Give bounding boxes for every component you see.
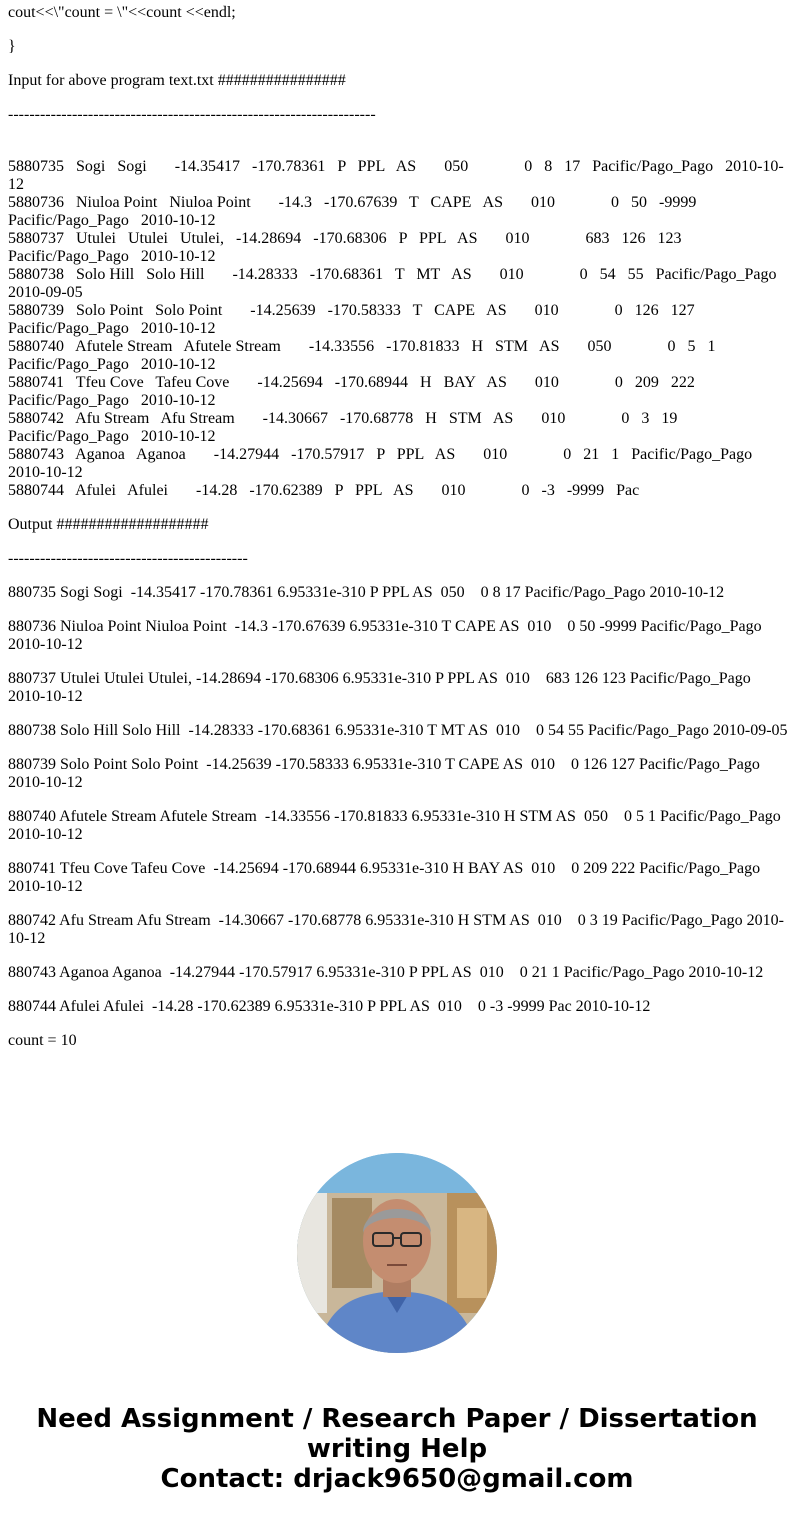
code-tail-brace: } bbox=[8, 38, 16, 55]
banner-contact-email: Contact: drjack9650@gmail.com bbox=[160, 1464, 634, 1494]
input-line: 5880739 Solo Point Solo Point -14.25639 -170.58333 T CAPE AS 010 0 126 127 Pacific/Pago_Pago 2010-10-12 bbox=[8, 302, 707, 337]
output-separator: --------------------------------------------- bbox=[8, 550, 248, 567]
input-separator: --------------------------------------------------------------------- bbox=[8, 106, 376, 123]
input-heading: Input for above program text.txt ################ bbox=[8, 72, 346, 89]
output-line: 880739 Solo Point Solo Point -14.25639 -170.58333 6.95331e-310 T CAPE AS 010 0 126 127 Pacific/Pago_Pago 2010-10-12 bbox=[8, 756, 764, 791]
output-line: 880737 Utulei Utulei Utulei, -14.28694 -170.68306 6.95331e-310 P PPL AS 010 683 126 123 Pacific/Pago_Pago 2010-10-12 bbox=[8, 670, 755, 705]
input-line: 5880738 Solo Hill Solo Hill -14.28333 -170.68361 T MT AS 010 0 54 55 Pacific/Pago_Pago 2010-09-05 bbox=[8, 266, 789, 301]
contact-banner bbox=[0, 1404, 794, 1494]
input-line: 5880735 Sogi Sogi -14.35417 -170.78361 P PPL AS 050 0 8 17 Pacific/Pago_Pago 2010-10-12 bbox=[8, 158, 784, 193]
person-photo-icon bbox=[297, 1153, 497, 1353]
input-line: 5880737 Utulei Utulei Utulei, -14.28694 -170.68306 P PPL AS 010 683 126 123 Pacific/Pago_Pago 2010-10-12 bbox=[8, 230, 694, 265]
output-heading: Output ################### bbox=[8, 516, 209, 533]
author-avatar bbox=[297, 1153, 497, 1353]
input-listing bbox=[8, 140, 788, 500]
banner-line-2: writing Help bbox=[306, 1434, 488, 1464]
document-body bbox=[8, 4, 788, 1066]
input-line: 5880736 Niuloa Point Niuloa Point -14.3 -170.67639 T CAPE AS 010 0 50 -9999 Pacific/Pago_Pago 2010-10-12 bbox=[8, 194, 709, 229]
output-line: 880735 Sogi Sogi -14.35417 -170.78361 6.95331e-310 P PPL AS 050 0 8 17 Pacific/Pago_Pago 2010-10-12 bbox=[8, 584, 725, 601]
output-line: 880736 Niuloa Point Niuloa Point -14.3 -170.67639 6.95331e-310 T CAPE AS 010 0 50 -9999 Pacific/Pago_Pago 2010-10-12 bbox=[8, 618, 766, 653]
output-line: 880743 Aganoa Aganoa -14.27944 -170.57917 6.95331e-310 P PPL AS 010 0 21 1 Pacific/Pago_Pago 2010-10-12 bbox=[8, 964, 764, 981]
output-line: 880740 Afutele Stream Afutele Stream -14.33556 -170.81833 6.95331e-310 H STM AS 050 0 5 1 Pacific/Pago_Pago 2010-10-12 bbox=[8, 808, 785, 843]
count-output: count = 10 bbox=[8, 1032, 77, 1049]
code-tail-cout: cout<<\"count = \"<<count <<endl; bbox=[8, 4, 236, 21]
output-line: 880738 Solo Hill Solo Hill -14.28333 -170.68361 6.95331e-310 T MT AS 010 0 54 55 Pacific/Pago_Pago 2010-09-05 bbox=[8, 722, 788, 739]
input-line: 5880744 Afulei Afulei -14.28 -170.62389 P PPL AS 010 0 -3 -9999 Pac bbox=[8, 482, 640, 499]
input-line: 5880741 Tfeu Cove Tafeu Cove -14.25694 -170.68944 H BAY AS 010 0 209 222 Pacific/Pago_Pago 2010-10-12 bbox=[8, 374, 707, 409]
output-line: 880741 Tfeu Cove Tafeu Cove -14.25694 -170.68944 6.95331e-310 H BAY AS 010 0 209 222 Pacific/Pago_Pago 2010-10-12 bbox=[8, 860, 765, 895]
input-line: 5880743 Aganoa Aganoa -14.27944 -170.57917 P PPL AS 010 0 21 1 Pacific/Pago_Pago 2010-10-12 bbox=[8, 446, 765, 481]
input-line: 5880742 Afu Stream Afu Stream -14.30667 -170.68778 H STM AS 010 0 3 19 Pacific/Pago_Pago 2010-10-12 bbox=[8, 410, 690, 445]
output-line: 880742 Afu Stream Afu Stream -14.30667 -170.68778 6.95331e-310 H STM AS 010 0 3 19 Pacific/Pago_Pago 2010-10-12 bbox=[8, 912, 784, 947]
output-line: 880744 Afulei Afulei -14.28 -170.62389 6.95331e-310 P PPL AS 010 0 -3 -9999 Pac 2010-10-12 bbox=[8, 998, 651, 1015]
input-line: 5880740 Afutele Stream Afutele Stream -14.33556 -170.81833 H STM AS 050 0 5 1 Pacific/Pago_Pago 2010-10-12 bbox=[8, 338, 728, 373]
banner-line-1: Need Assignment / Research Paper / Dissertation bbox=[36, 1404, 758, 1434]
